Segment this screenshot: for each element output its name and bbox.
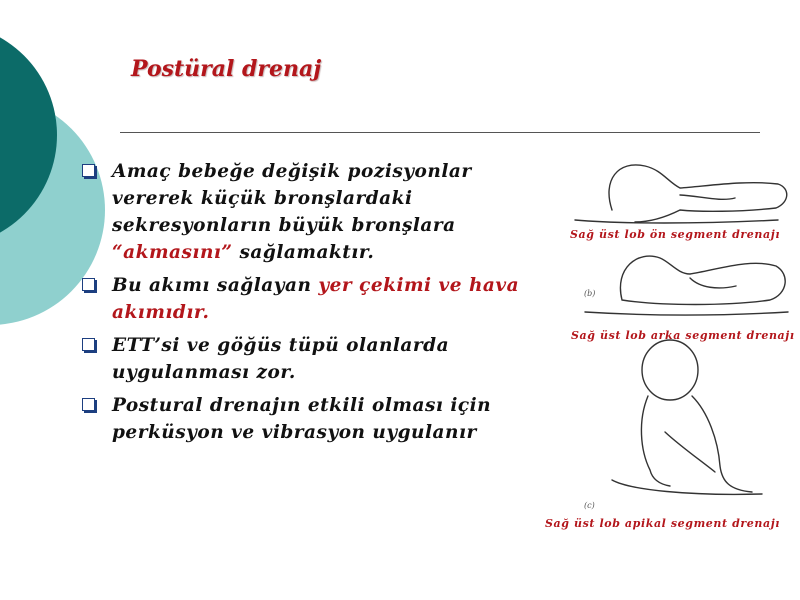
bullet-text: Bu akımı sağlayan bbox=[112, 275, 319, 296]
checkbox-bullet-icon bbox=[82, 338, 95, 351]
bullet-list bbox=[80, 158, 530, 452]
infant-sitting-drawing bbox=[612, 340, 762, 494]
figure-caption-anterior: Sağ üst lob ön segment drenajı bbox=[570, 228, 781, 241]
infant-position-drawings bbox=[540, 150, 800, 540]
bullet-text: ETT’si ve göğüs tüpü olanlarda uygulanması zor. bbox=[112, 335, 450, 383]
bullet-item bbox=[80, 158, 530, 266]
title-divider bbox=[120, 132, 760, 133]
checkbox-bullet-icon bbox=[82, 278, 95, 291]
checkbox-bullet-icon bbox=[82, 164, 95, 177]
drainage-positions-figure bbox=[540, 150, 800, 540]
bullet-item bbox=[80, 272, 530, 326]
bullet-item bbox=[80, 332, 530, 386]
slide-title: Postüral drenaj bbox=[131, 56, 322, 82]
checkbox-bullet-icon bbox=[82, 398, 95, 411]
infant-supine-drawing bbox=[575, 165, 787, 223]
infant-prone-drawing bbox=[585, 256, 788, 315]
figure-caption-apical: Sağ üst lob apikal segment drenajı bbox=[545, 517, 781, 530]
figure-letter-c: (c) bbox=[584, 501, 595, 510]
bullet-highlight: yer çekimi ve hava akımıdır. bbox=[112, 275, 520, 323]
bullet-highlight: “akmasını” bbox=[112, 242, 233, 263]
bullet-item bbox=[80, 392, 530, 446]
bullet-text-after: sağlamaktır. bbox=[232, 242, 375, 263]
bullet-text: Postural drenajın etkili olması için perküsyon ve vibrasyon uygulanır bbox=[112, 395, 492, 443]
figure-caption-posterior: Sağ üst lob arka segment drenajı bbox=[571, 329, 795, 342]
bullet-text: Amaç bebeğe değişik pozisyonlar vererek küçük bronşlardaki sekresyonların büyük bronşlara bbox=[112, 161, 472, 236]
figure-letter-b: (b) bbox=[584, 289, 596, 298]
